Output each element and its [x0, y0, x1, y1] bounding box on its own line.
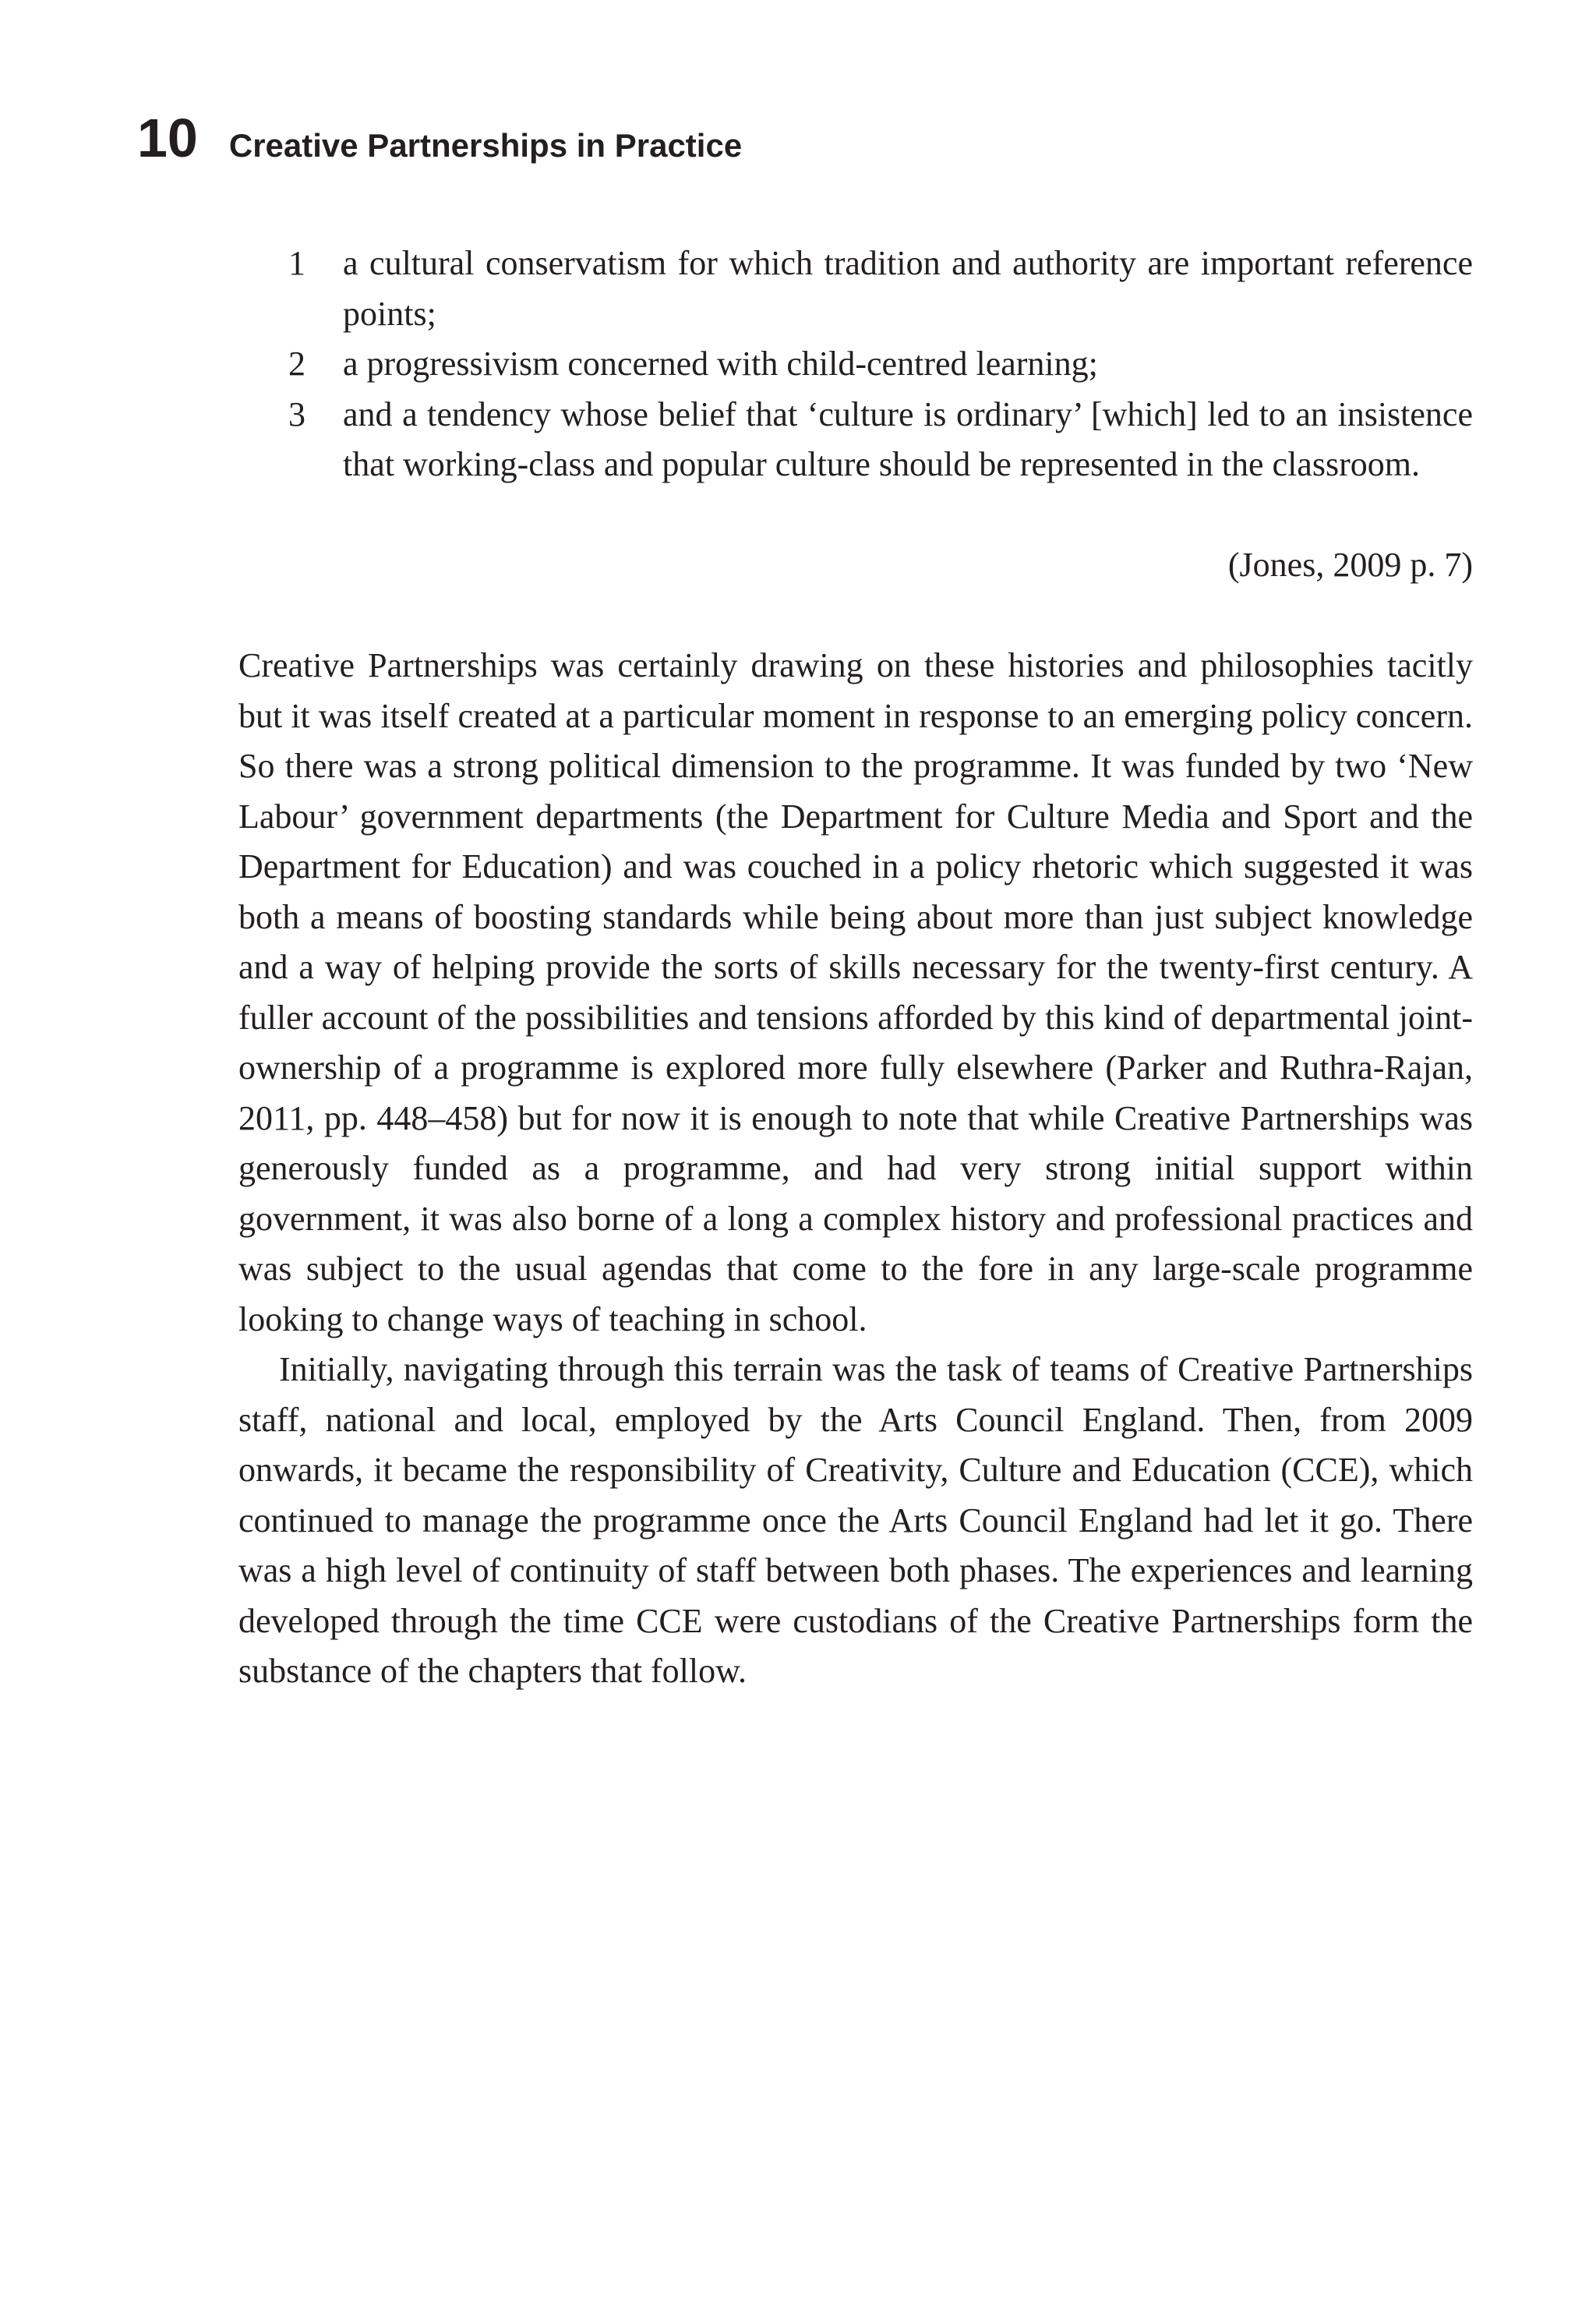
quote-item-text: a cultural conservatism for which tradition and authority are important reference points;	[343, 244, 1473, 333]
main-text	[238, 641, 1473, 1697]
quote-item-text: and a tendency whose belief that ‘culture is ordinary’ [which] led to an insistence that working-class and popular culture should be represented in the classroom.	[343, 394, 1473, 483]
quote-list-item	[288, 239, 1473, 339]
page-number: 10	[137, 108, 198, 168]
running-title: Creative Partnerships in Practice	[228, 127, 743, 164]
quote-list-item	[288, 390, 1473, 490]
running-head	[137, 108, 743, 168]
quote-item-text: a progressivism concerned with child-centred learning;	[343, 345, 1098, 383]
quote-list-item	[288, 339, 1473, 390]
quote-item-number: 2	[288, 345, 305, 383]
block-quote-list	[288, 239, 1473, 490]
body-paragraph: Initially, navigating through this terrain was the task of teams of Creative Partnerships staff, national and local, employed by the Arts Council England. Then, from 2009 onwards, it became the responsibility of Creativity, Culture and Education (CCE), which continued to manage the programme once the Arts Council England had let it go. There was a high level of continuity of staff between both phases. The experiences and learning developed through the time CCE were custodians of the Creative Partnerships form the substance of the chapters that follow.	[238, 1350, 1473, 1690]
quote-citation: (Jones, 2009 p. 7)	[1227, 546, 1473, 584]
quote-item-number: 1	[288, 244, 305, 282]
body-paragraph: Creative Partnerships was certainly drawing on these histories and philosophies tacitly but it was itself created at a particular moment in response to an emerging policy concern. So there was a strong political dimension to the programme. It was funded by two ‘New Labour’ government departments (the Department for Culture Media and Sport and the Department for Education) and was couched in a policy rhetoric which suggested it was both a means of boosting standards while being about more than just subject knowledge and a way of helping provide the sorts of skills necessary for the twenty-first century. A fuller account of the possibilities and tensions afforded by this kind of departmental joint-ownership of a programme is explored more fully elsewhere (Parker and Ruthra-Rajan, 2011, pp. 448–458) but for now it is enough to note that while Creative Partnerships was generously funded as a programme, and had very strong initial support within government, it was also borne of a long a complex history and professional practices and was subject to the usual agendas that come to the fore in any large-scale programme looking to change ways of teaching in school.	[238, 646, 1473, 1338]
quote-item-number: 3	[288, 394, 305, 433]
